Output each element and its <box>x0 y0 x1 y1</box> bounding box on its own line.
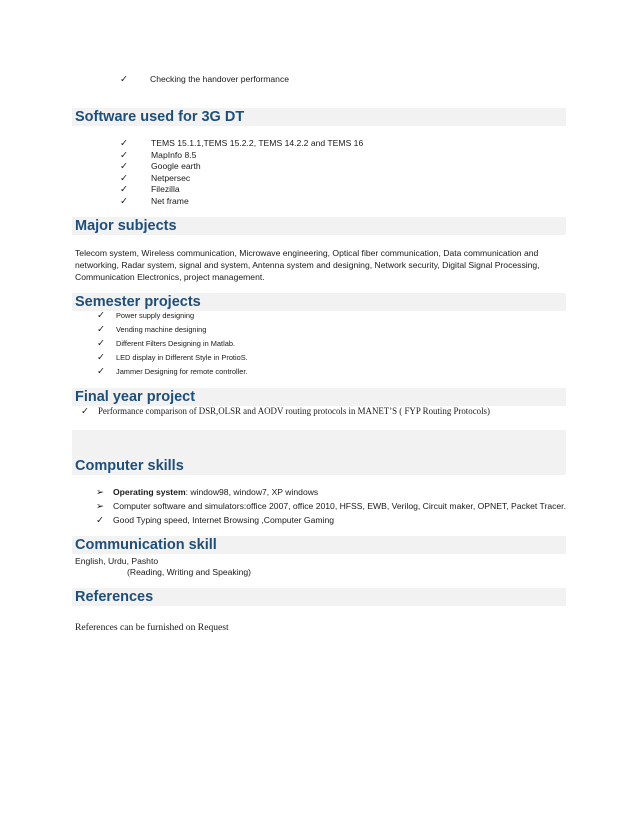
check-icon: ✓ <box>120 150 128 161</box>
os-label: Operating system <box>113 487 186 497</box>
software-item: MapInfo 8.5 <box>151 150 197 160</box>
references-heading: References <box>75 589 154 605</box>
check-icon: ✓ <box>120 161 128 172</box>
check-icon: ✓ <box>97 324 105 335</box>
software-item: TEMS 15.1.1,TEMS 15.2.2, TEMS 14.2.2 and TEMS 16 <box>151 138 364 148</box>
check-icon: ✓ <box>97 366 105 377</box>
references-text: References can be furnished on Request <box>75 622 229 633</box>
check-icon: ✓ <box>120 173 128 184</box>
check-icon: ✓ <box>81 406 89 417</box>
software-item: Filezilla <box>151 184 180 194</box>
software-item: Net frame <box>151 196 189 206</box>
communication-heading: Communication skill <box>75 537 217 553</box>
software-item: Google earth <box>151 161 201 171</box>
check-icon: ✓ <box>97 310 105 321</box>
final-year-item: Performance comparison of DSR,OLSR and AODV routing protocols in MANET’S ( FYP Routing Protocols) <box>98 406 490 416</box>
check-icon: ✓ <box>120 74 128 85</box>
os-value: : window98, window7, XP windows <box>185 487 319 497</box>
top-bullet-text: Checking the handover performance <box>150 74 290 84</box>
semester-item: Vending machine designing <box>116 325 207 334</box>
check-icon: ✓ <box>97 338 105 349</box>
computer-software-item: Computer software and simulators:office 2007, office 2010, HFSS, EWB, Verilog, Circuit maker, OPNET, Packet Tracer. <box>113 501 566 511</box>
computer-os-item <box>113 487 318 498</box>
major-subjects-text: Telecom system, Wireless communication, Microwave engineering, Optical fiber communication, Data communication and networking, Radar system, signal and system, Antenna system and designing, Network security, Digital Signal Processing, Communication Electronics, project management. <box>75 248 540 282</box>
semester-heading: Semester projects <box>75 294 201 310</box>
software-heading: Software used for 3G DT <box>75 109 245 125</box>
languages-detail: (Reading, Writing and Speaking) <box>127 567 252 577</box>
computer-heading: Computer skills <box>75 458 184 474</box>
computer-typing-item: Good Typing speed, Internet Browsing ,Computer Gaming <box>113 515 335 525</box>
software-item: Netpersec <box>151 173 191 183</box>
semester-item: Power supply designing <box>116 311 195 320</box>
semester-item: Jammer Designing for remote controller. <box>116 367 248 376</box>
semester-item: Different Filters Designing in Matlab. <box>116 339 235 348</box>
check-icon: ✓ <box>120 196 128 207</box>
check-icon: ✓ <box>120 184 128 195</box>
final-year-heading: Final year project <box>75 389 196 405</box>
semester-item: LED display in Different Style in ProtioS. <box>116 353 248 362</box>
languages-text: English, Urdu, Pashto <box>75 556 159 566</box>
check-icon: ✓ <box>96 515 104 526</box>
major-heading: Major subjects <box>75 218 177 234</box>
arrow-bullet-icon: ➢ <box>96 487 104 498</box>
arrow-bullet-icon: ➢ <box>96 501 104 512</box>
check-icon: ✓ <box>97 352 105 363</box>
check-icon: ✓ <box>120 138 128 149</box>
